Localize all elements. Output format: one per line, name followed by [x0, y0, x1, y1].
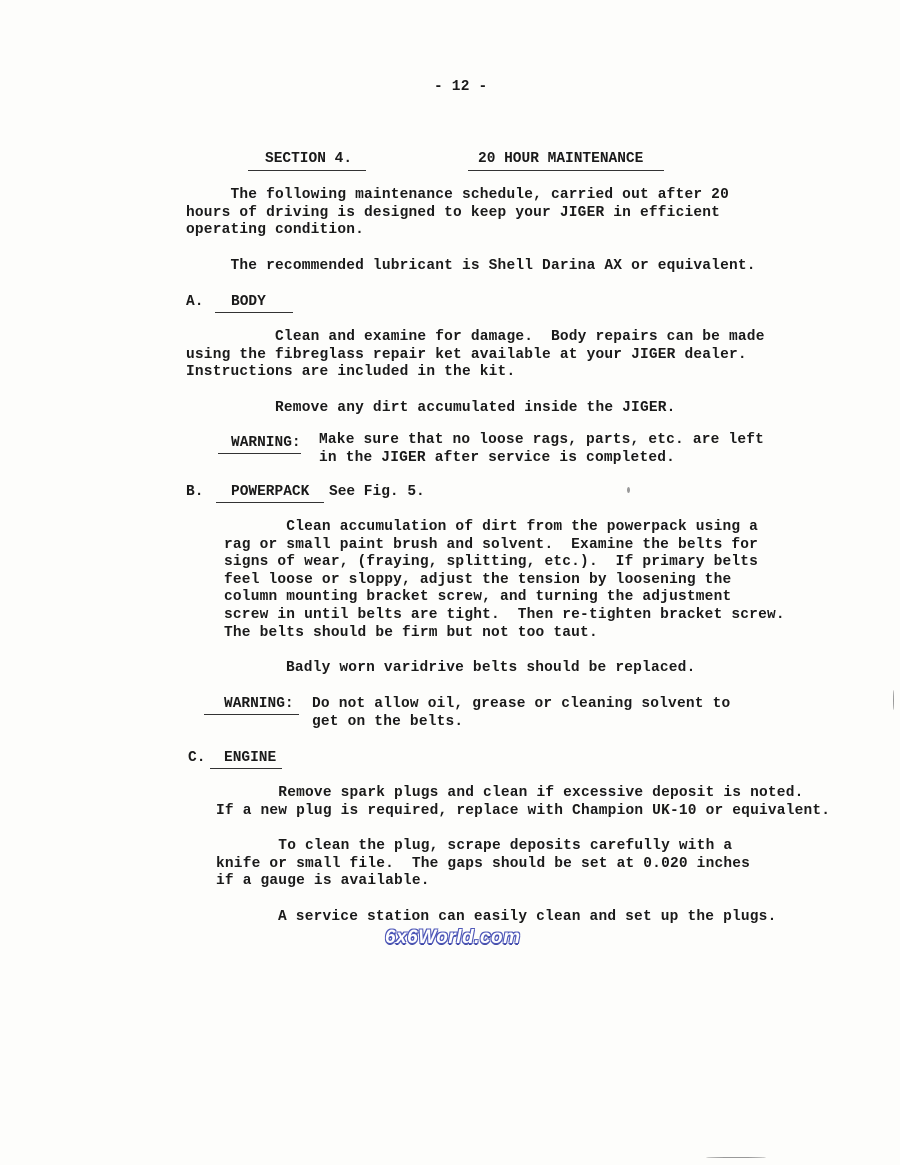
scan-speck: [706, 1157, 766, 1158]
engine-section-heading: ENGINE: [224, 750, 277, 766]
scan-speck: [893, 690, 894, 710]
powerpack-section-letter: B.: [186, 484, 204, 500]
section-label: SECTION 4.: [265, 151, 353, 167]
powerpack-warning-underline: [204, 714, 299, 715]
body-paragraph-1: Clean and examine for damage. Body repairs can be made using the fibreglass repair ket available at your JIGER dealer. Instructions are included in the kit.: [186, 329, 765, 381]
intro-paragraph-2: The recommended lubricant is Shell Darina AX or equivalent.: [186, 258, 756, 274]
powerpack-heading-underline: [216, 502, 324, 503]
powerpack-paragraph-2: Badly worn varidrive belts should be replaced.: [286, 660, 696, 676]
body-paragraph-2: Remove any dirt accumulated inside the JIGER.: [275, 400, 676, 416]
engine-paragraph-3: A service station can easily clean and set up the plugs.: [278, 909, 777, 925]
engine-heading-underline: [210, 768, 282, 769]
body-section-letter: A.: [186, 294, 204, 310]
powerpack-warning-label: WARNING:: [224, 696, 294, 712]
section-title-underline: [468, 170, 664, 171]
powerpack-warning-text: Do not allow oil, grease or cleaning solvent to get on the belts.: [312, 696, 731, 730]
body-heading-underline: [215, 312, 293, 313]
engine-section-letter: C.: [188, 750, 206, 766]
section-label-underline: [248, 170, 366, 171]
powerpack-section-heading: POWERPACK: [231, 484, 310, 500]
scan-speck: [627, 487, 630, 493]
body-warning-text: Make sure that no loose rags, parts, etc. are left in the JIGER after service is completed.: [319, 432, 765, 466]
site-watermark: 6x6World.com: [385, 927, 521, 948]
body-warning-label: WARNING:: [231, 435, 301, 451]
body-warning-underline: [218, 453, 301, 454]
powerpack-figure-reference: See Fig. 5.: [329, 484, 425, 500]
body-section-heading: BODY: [231, 294, 266, 310]
section-title: 20 HOUR MAINTENANCE: [478, 151, 644, 167]
intro-paragraph-1: The following maintenance schedule, carried out after 20 hours of driving is designed to keep your JIGER in efficient operating condition.: [186, 187, 729, 239]
page-number: - 12 -: [434, 79, 488, 95]
powerpack-paragraph-1: Clean accumulation of dirt from the powerpack using a rag or small paint brush and solvent. Examine the belts for signs of wear, (fraying, splitting, etc.). If primary belts feel loose or sloppy, adjust the tension by loosening the column mounting bracket screw, and turning the adjustment screw in until belts are tight. Then re-tighten bracket screw. The belts should be firm but not too taut.: [224, 519, 785, 641]
engine-paragraph-2: To clean the plug, scrape deposits carefully with a knife or small file. The gaps should be set at 0.020 inches if a gauge is available.: [216, 838, 751, 890]
engine-paragraph-1: Remove spark plugs and clean if excessive deposit is noted. If a new plug is required, replace with Champion UK-10 or equivalent.: [216, 785, 831, 819]
